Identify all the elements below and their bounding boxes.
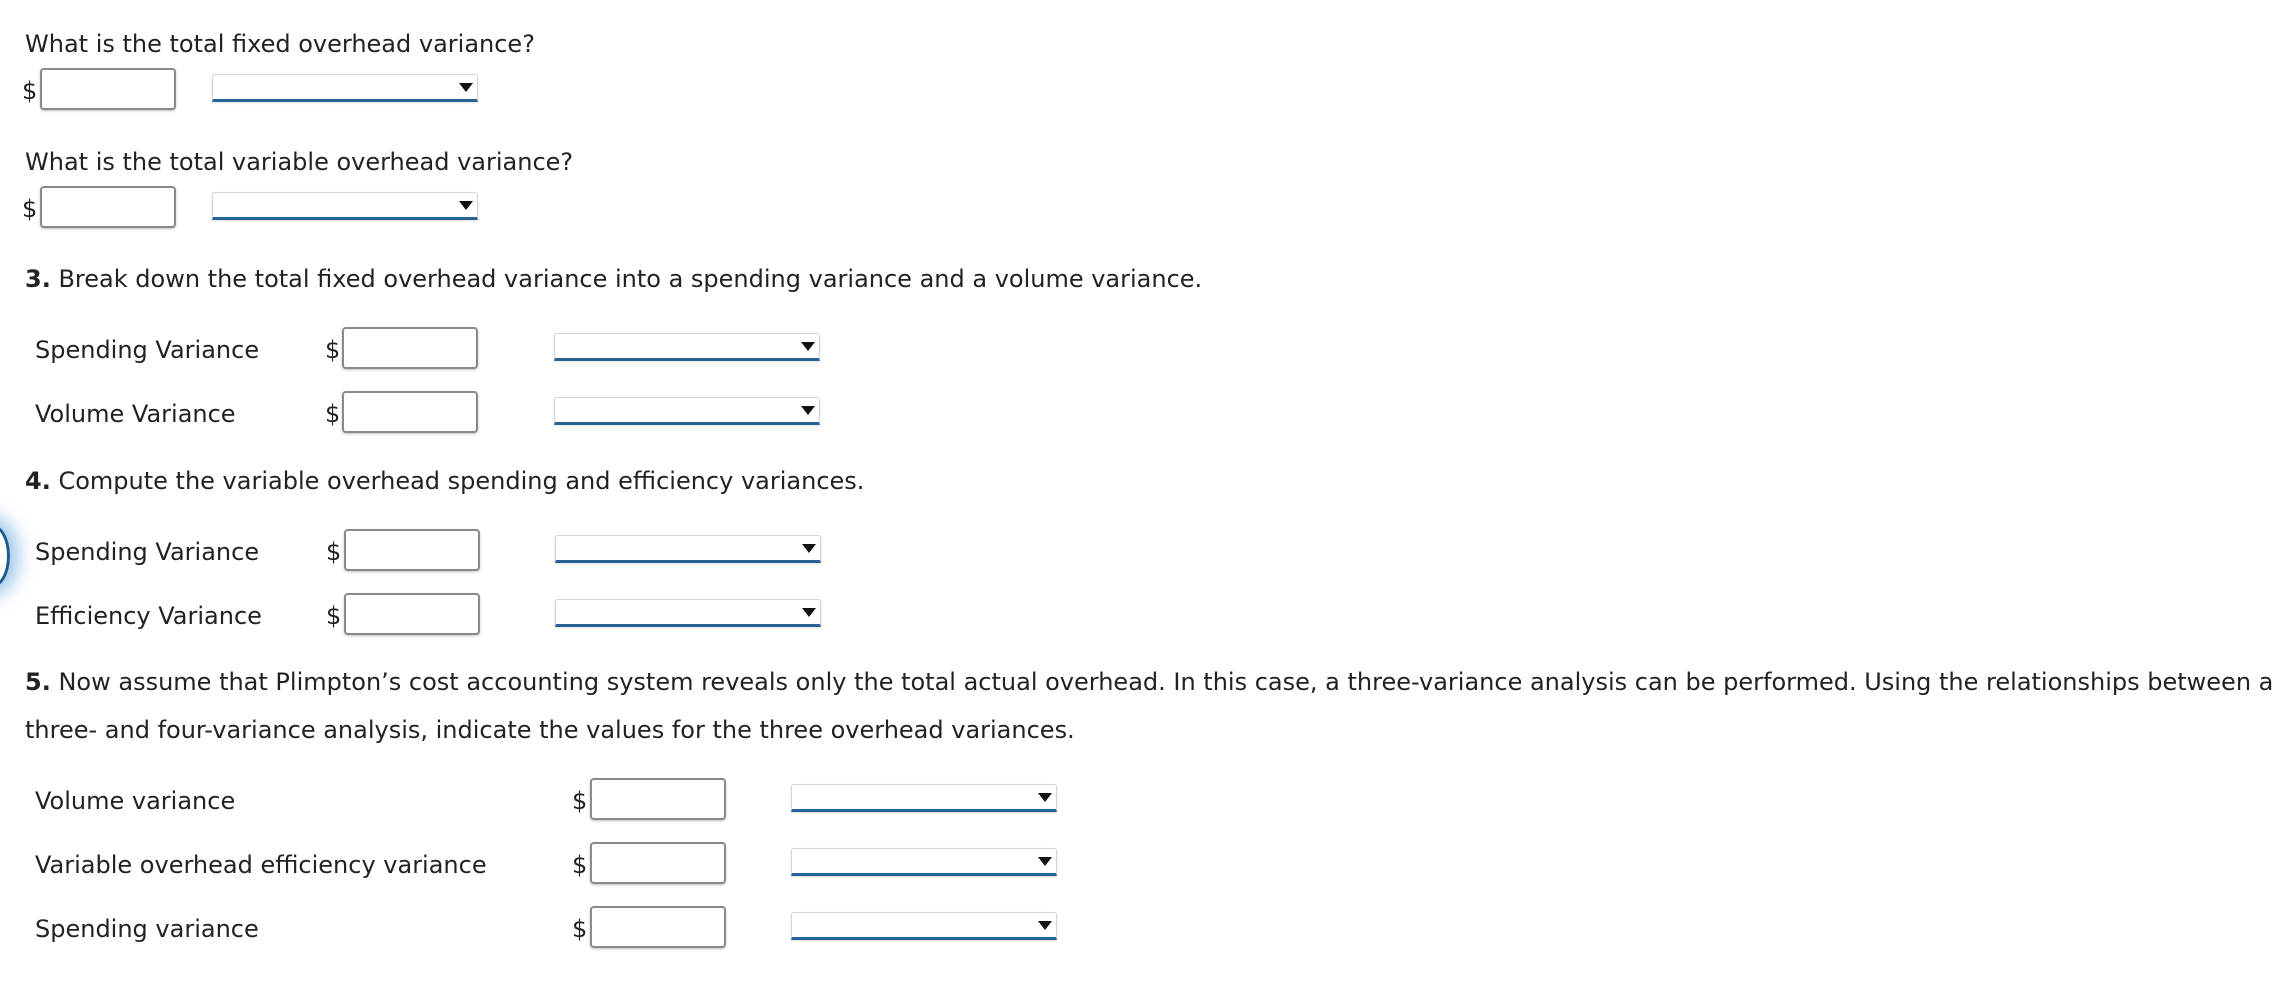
- q4-spending-favorability-select[interactable]: [555, 535, 821, 563]
- fixed-total-favorability-select[interactable]: [212, 74, 478, 102]
- q3-text: Break down the total fixed overhead variance into a spending variance and a volume variance.: [58, 265, 1203, 293]
- q4-number: 4.: [25, 467, 51, 495]
- row-label: Volume Variance: [35, 400, 236, 428]
- q5-text: Now assume that Plimpton’s cost accounting system reveals only the total actual overhead. In this case, a three-variance analysis can be performed. Using the relationships between a three- and four-variance analysis, indicate the values for the three overhead variances.: [25, 668, 2274, 744]
- q3-prompt: [25, 255, 1202, 303]
- currency-symbol: $: [325, 336, 341, 364]
- q5-spending-amount-input[interactable]: [590, 906, 726, 948]
- q3-volume-favorability-select[interactable]: [554, 397, 820, 425]
- q5-number: 5.: [25, 668, 51, 696]
- q4-efficiency-amount-input[interactable]: [344, 593, 480, 635]
- q5-variable-efficiency-favorability-select[interactable]: [791, 848, 1057, 876]
- currency-symbol: $: [326, 538, 342, 566]
- currency-symbol: $: [572, 915, 588, 943]
- q4-efficiency-favorability-select[interactable]: [555, 599, 821, 627]
- q5-volume-favorability-select[interactable]: [791, 784, 1057, 812]
- q3-spending-favorability-select[interactable]: [554, 333, 820, 361]
- variable-total-row: [0, 186, 1200, 232]
- caret-down-icon: [1038, 921, 1052, 930]
- q3-row-spending: [0, 327, 1200, 373]
- row-label: Spending variance: [35, 915, 259, 943]
- q5-prompt: [25, 658, 2293, 754]
- q5-row-volume: [0, 778, 1200, 824]
- caret-down-icon: [459, 83, 473, 92]
- q3-number: 3.: [25, 265, 51, 293]
- variable-total-favorability-select[interactable]: [212, 192, 478, 220]
- currency-symbol: $: [572, 851, 588, 879]
- q3-volume-amount-input[interactable]: [342, 391, 478, 433]
- row-label: Efficiency Variance: [35, 602, 262, 630]
- row-label: Volume variance: [35, 787, 236, 815]
- caret-down-icon: [802, 544, 816, 553]
- fixed-total-row: [0, 68, 1200, 114]
- caret-down-icon: [801, 406, 815, 415]
- q3-spending-amount-input[interactable]: [342, 327, 478, 369]
- caret-down-icon: [801, 342, 815, 351]
- caret-down-icon: [1038, 793, 1052, 802]
- currency-symbol: $: [326, 602, 342, 630]
- q5-spending-favorability-select[interactable]: [791, 912, 1057, 940]
- q5-row-spending: [0, 906, 1200, 952]
- row-label: Variable overhead efficiency variance: [35, 851, 487, 879]
- currency-symbol: $: [325, 400, 341, 428]
- q4-row-spending: [0, 529, 1200, 575]
- caret-down-icon: [1038, 857, 1052, 866]
- fixed-total-amount-input[interactable]: [40, 68, 176, 110]
- q4-spending-amount-input[interactable]: [344, 529, 480, 571]
- caret-down-icon: [802, 608, 816, 617]
- variable-total-amount-input[interactable]: [40, 186, 176, 228]
- currency-symbol: $: [22, 195, 38, 223]
- currency-symbol: $: [22, 77, 38, 105]
- variable-total-question: What is the total variable overhead variance?: [25, 148, 574, 176]
- q5-row-variable-efficiency: [0, 842, 1200, 888]
- q3-row-volume: [0, 391, 1200, 437]
- row-label: Spending Variance: [35, 538, 260, 566]
- q4-row-efficiency: [0, 593, 1200, 639]
- fixed-total-question: What is the total fixed overhead variance?: [25, 30, 535, 58]
- row-label: Spending Variance: [35, 336, 260, 364]
- q5-variable-efficiency-amount-input[interactable]: [590, 842, 726, 884]
- q4-text: Compute the variable overhead spending and efficiency variances.: [58, 467, 865, 495]
- q4-prompt: [25, 457, 864, 505]
- q5-volume-amount-input[interactable]: [590, 778, 726, 820]
- caret-down-icon: [459, 201, 473, 210]
- currency-symbol: $: [572, 787, 588, 815]
